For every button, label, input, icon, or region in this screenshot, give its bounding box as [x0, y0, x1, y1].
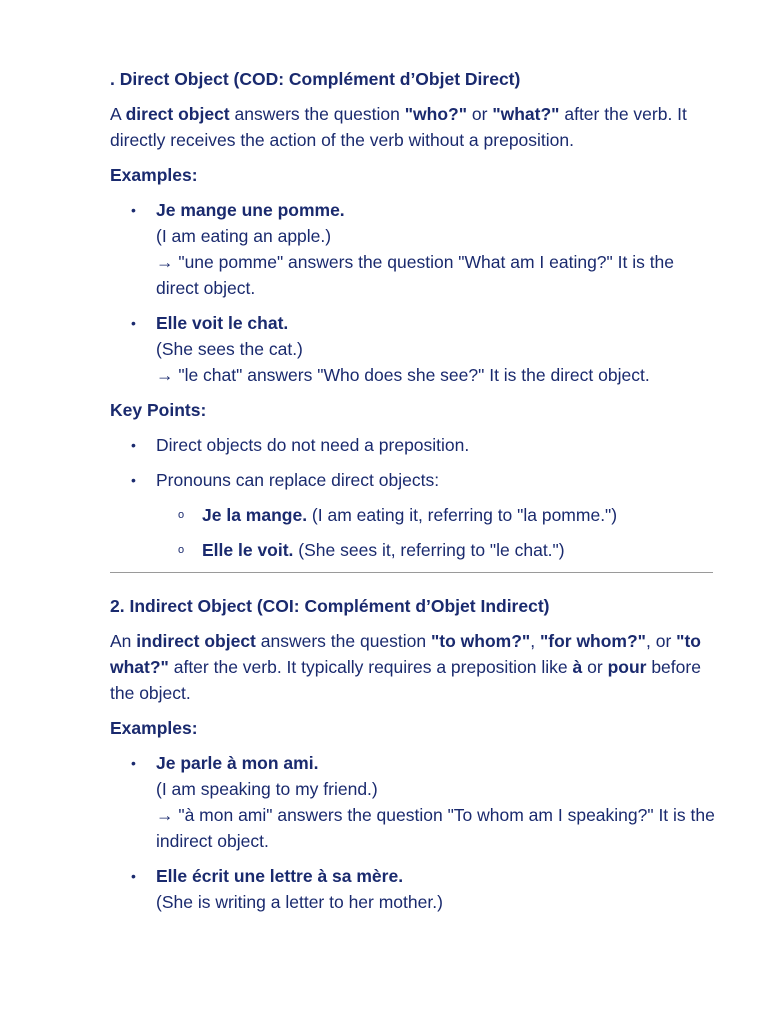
french-example: Elle voit le chat.	[156, 313, 289, 333]
circle-bullet-icon: o	[178, 544, 185, 556]
section-heading-indirect-object: 2. Indirect Object (COI: Complément d’Objet Indirect)	[110, 596, 550, 616]
intro-question: "for whom?"	[539, 631, 646, 651]
english-translation: (I am speaking to my friend.)	[156, 779, 378, 799]
intro-text: A	[110, 104, 126, 124]
key-point-text: Direct objects do not need a preposition.	[156, 435, 470, 455]
intro-text: after the verb. It directly receives the action of the verb without a preposition.	[110, 104, 687, 150]
intro-preposition: pour	[607, 657, 647, 677]
french-example: Je la mange.	[202, 505, 308, 525]
key-points-label: Key Points:	[110, 400, 207, 420]
list-item	[110, 310, 715, 388]
english-translation: (She sees the cat.)	[156, 339, 303, 359]
examples-label: Examples:	[110, 718, 198, 738]
example-explanation: → "une pomme" answers the question "What am I eating?" It is the direct object.	[156, 252, 675, 298]
section-heading-direct-object: . Direct Object (COD: Complément d’Objet Direct)	[110, 69, 521, 89]
indirect-object-intro	[110, 628, 715, 706]
pronoun-examples-list	[156, 502, 715, 563]
key-points-list	[110, 432, 715, 563]
intro-text: ,	[530, 631, 540, 651]
intro-text: answers the question	[255, 631, 431, 651]
circle-bullet-icon: o	[178, 509, 185, 521]
english-translation: (She is writing a letter to her mother.)	[156, 892, 443, 912]
intro-term: direct object	[125, 104, 230, 124]
example-explanation: → "le chat" answers "Who does she see?" It is the direct object.	[156, 365, 650, 385]
list-item	[156, 502, 715, 528]
bullet-icon: •	[131, 755, 136, 771]
intro-question: "who?"	[404, 104, 468, 124]
french-example: Je parle à mon ami.	[156, 753, 319, 773]
bullet-icon: •	[131, 202, 136, 218]
intro-text: or	[582, 657, 608, 677]
intro-text: after the verb. It typically requires a preposition like	[168, 657, 573, 677]
french-example: Elle le voit.	[202, 540, 294, 560]
french-example: Elle écrit une lettre à sa mère.	[156, 866, 404, 886]
list-item	[156, 537, 715, 563]
list-item	[110, 750, 715, 854]
intro-text: before the object.	[110, 657, 701, 703]
bullet-icon: •	[131, 437, 136, 453]
list-item	[110, 467, 715, 563]
intro-question: "to whom?"	[431, 631, 531, 651]
intro-text: An	[110, 631, 137, 651]
list-item	[110, 197, 715, 301]
bullet-icon: •	[131, 315, 136, 331]
examples-label: Examples:	[110, 165, 198, 185]
english-translation: (She sees it, referring to "le chat.")	[293, 540, 565, 560]
section-divider	[110, 572, 713, 573]
intro-question: "to what?"	[110, 631, 701, 677]
examples-list	[110, 197, 715, 388]
key-point-text: Pronouns can replace direct objects:	[156, 470, 440, 490]
list-item	[110, 863, 715, 915]
intro-text: or	[467, 104, 493, 124]
english-translation: (I am eating an apple.)	[156, 226, 332, 246]
intro-question: "what?"	[492, 104, 560, 124]
direct-object-intro	[110, 101, 715, 153]
french-example: Je mange une pomme.	[156, 200, 345, 220]
intro-text: answers the question	[229, 104, 405, 124]
intro-term: indirect object	[136, 631, 256, 651]
bullet-icon: •	[131, 472, 136, 488]
intro-text: , or	[645, 631, 677, 651]
intro-preposition: à	[572, 657, 583, 677]
document-page	[110, 66, 715, 924]
examples-list	[110, 750, 715, 915]
list-item	[110, 432, 715, 458]
bullet-icon: •	[131, 868, 136, 884]
example-explanation: → "à mon ami" answers the question "To whom am I speaking?" It is the indirect object.	[156, 805, 715, 851]
english-translation: (I am eating it, referring to "la pomme.")	[307, 505, 618, 525]
